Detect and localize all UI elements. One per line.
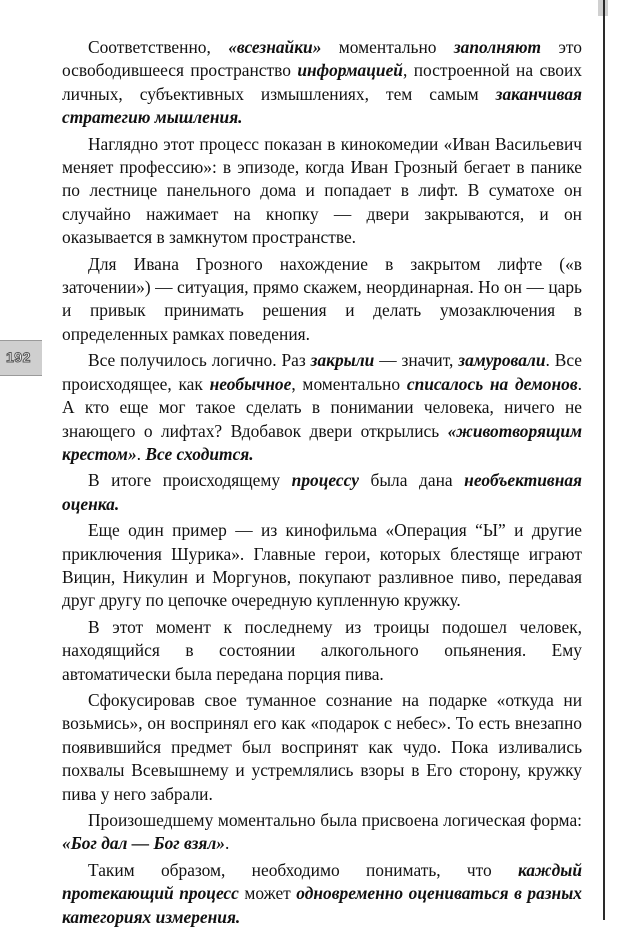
paragraph	[62, 133, 582, 250]
page-number: 192	[6, 349, 31, 365]
emphasized-text: «животворящим крестом»	[62, 420, 582, 464]
emphasized-text: процессу	[291, 470, 359, 491]
emphasized-text: каждый протекающий процесс	[62, 859, 582, 904]
text-run: . А кто еще мог такое сделать в понимании человека, ничего не знающего о лифтах? Вдобавок двери открылись	[62, 373, 582, 441]
text-run: .	[136, 443, 146, 464]
page-number-tab	[0, 340, 42, 376]
paragraph	[62, 809, 582, 856]
text-run: Наглядно этот процесс показан в кинокомедии «Иван Васильевич меняет профессию»: в эпизоде, когда Иван Грозный бегает в панике по лестнице панельного дома и попадает в лифт. В суматохе он случайно нажимает на кнопку — двери закрываются, и он оказывается в замкнутом пространстве.	[62, 133, 582, 248]
paragraph	[62, 616, 582, 686]
emphasized-text: заполняют	[453, 37, 542, 57]
emphasized-text: «Бог дал — Бог взял»	[62, 833, 225, 854]
text-run: Еще один пример — из кинофильма «Операция “Ы” и другие приключения Шурика». Главные герои, которых блестяще играют Вицин, Никулин и Моргунов, покупают разливное пиво, передавая друг другу по цепочке очередную купленную кружку.	[62, 520, 582, 611]
text-run: — значит,	[374, 350, 459, 371]
paragraph	[62, 253, 582, 347]
text-run: может	[238, 883, 297, 904]
paragraph	[62, 519, 582, 613]
emphasized-text: информацией	[297, 60, 403, 81]
text-run: , построенной на своих личных, субъективных измышлениях, тем самым	[62, 60, 582, 104]
paragraph	[62, 469, 582, 516]
text-run: Соответственно,	[88, 37, 229, 57]
emphasized-text: необычное	[209, 373, 292, 394]
text-run: В этот момент к последнему из троицы подошел человек, находящийся в состоянии алкогольного опьянения. Ему автоматически была передана порция пива.	[62, 616, 582, 684]
text-run: Сфокусировав свое туманное сознание на подарке «откуда ни возьмись», он воспринял его как «подарок с небес». То есть внезапно появившийся предмет был воспринят как чудо. Пока изливались похвалы Всевышнему и устремлялись взоры в Его сторону, кружку пива у него забрали.	[62, 689, 582, 804]
emphasized-text: «всезнайки»	[228, 37, 322, 57]
emphasized-text: необъективная оценка.	[62, 470, 582, 514]
text-run: Все получилось логично. Раз	[88, 350, 311, 371]
paragraph	[62, 859, 582, 929]
text-run: , моментально	[291, 373, 407, 394]
text-run: это освободившееся пространство	[62, 37, 582, 81]
text-run: В итоге происходящему	[88, 470, 292, 491]
text-run: была дана	[358, 470, 465, 491]
paragraph	[62, 349, 582, 466]
emphasized-text: списалось на демонов	[406, 373, 578, 394]
paragraph	[62, 36, 582, 130]
emphasized-text: замуровали	[458, 350, 546, 371]
emphasized-text: заканчивая стратегию мышления.	[62, 83, 582, 128]
body-text	[62, 36, 582, 932]
emphasized-text: Все сходится.	[145, 443, 254, 464]
text-run: . Все происходящее, как	[62, 350, 582, 394]
text-run: .	[224, 833, 230, 854]
text-run: Произошедшему моментально была присвоена логическая форма:	[88, 810, 582, 830]
emphasized-text: закрыли	[310, 350, 375, 371]
paragraph	[62, 689, 582, 806]
emphasized-text: одновременно оцениваться в разных категориях измерения.	[62, 883, 582, 927]
page-edge-line	[603, 0, 605, 920]
text-run: Для Ивана Грозного нахождение в закрытом лифте («в заточении») — ситуация, прямо скажем, неординарная. Но он — царь и привык принимать решения и делать умозаключения в определенных рамках поведения.	[62, 253, 582, 344]
text-run: моментально	[321, 37, 454, 57]
text-run: Таким образом, необходимо понимать, что	[88, 859, 518, 880]
